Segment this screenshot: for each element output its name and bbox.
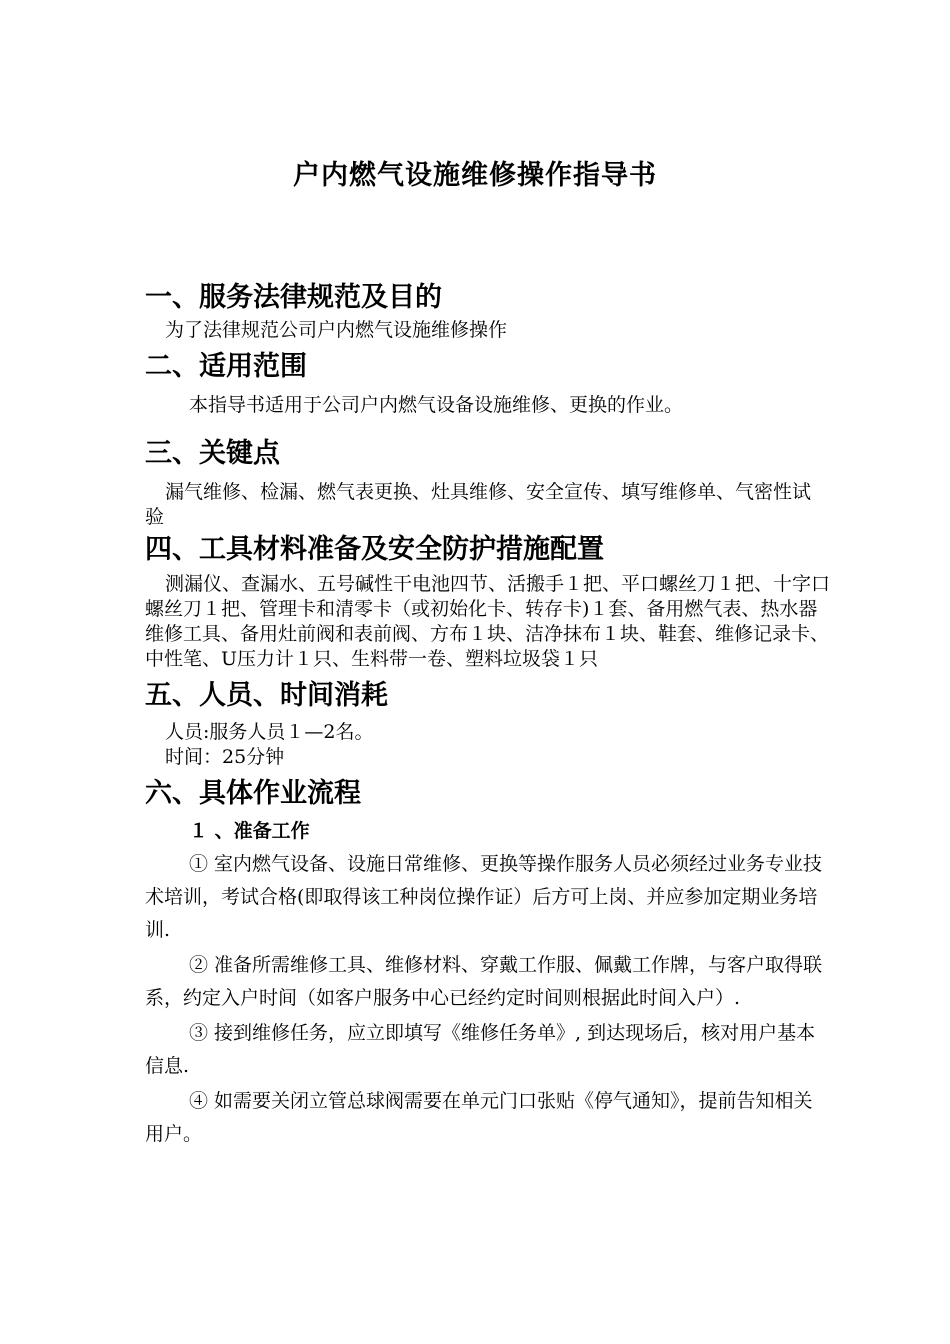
- section-text-purpose: 为了法律规范公司户内燃气设施维修操作: [165, 319, 508, 341]
- section-text-key-points: 漏气维修、检漏、燃气表更换、灶具维修、安全宣传、填写维修单、气密性试验: [145, 481, 812, 528]
- section-heading-procedure: 六、具体作业流程: [145, 778, 361, 809]
- section-heading-tools: 四、工具材料准备及安全防护措施配置: [145, 534, 604, 565]
- procedure-step-4: ④ 如需要关闭立管总球阀需要在单元门口张贴《停气通知》，提前告知相关用户。: [145, 1090, 813, 1145]
- section-text-time: 时间：25分钟: [165, 746, 285, 768]
- subheading-preparation: １ 、准备工作: [189, 820, 310, 842]
- procedure-step-3: ③ 接到维修任务，应立即填写《维修任务单》, 到达现场后，核对用户基本信息.: [145, 1022, 816, 1077]
- section-text-personnel: 人员:服务人员１—2名。: [165, 721, 374, 743]
- procedure-step-1: ① 室内燃气设备、设施日常维修、更换等操作服务人员必须经过业务专业技术培训，考试合格(即取得该工种岗位操作证）后方可上岗、并应参加定期业务培训.: [145, 853, 823, 941]
- section-heading-purpose: 一、服务法律规范及目的: [145, 282, 442, 313]
- procedure-step-2: ② 准备所需维修工具、维修材料、穿戴工作服、佩戴工作牌，与客户取得联系，约定入户时间（如客户服务中心已经约定时间则根据此时间入户）.: [145, 954, 823, 1009]
- section-heading-scope: 二、适用范围: [145, 351, 307, 382]
- section-text-scope: 本指导书适用于公司户内燃气设备设施维修、更换的作业。: [189, 394, 684, 416]
- section-heading-personnel: 五、人员、时间消耗: [145, 680, 388, 711]
- document-title: 户内燃气设施维修操作指导书: [293, 160, 657, 191]
- section-heading-key-points: 三、关键点: [145, 438, 280, 469]
- section-text-tools: 测漏仪、查漏水、五号碱性干电池四节、活搬手１把、平口螺丝刀１把、十字口螺丝刀１把、管理卡和清零卡（或初始化卡、转存卡)１套、备用燃气表、热水器维修工具、备用灶前阀和表前阀、方布１块、洁净抹布１块、鞋套、维修记录卡、中性笔、U压力计１只、生料带一卷、塑料垃圾袋１只: [145, 573, 831, 670]
- document-body: [145, 278, 831, 1153]
